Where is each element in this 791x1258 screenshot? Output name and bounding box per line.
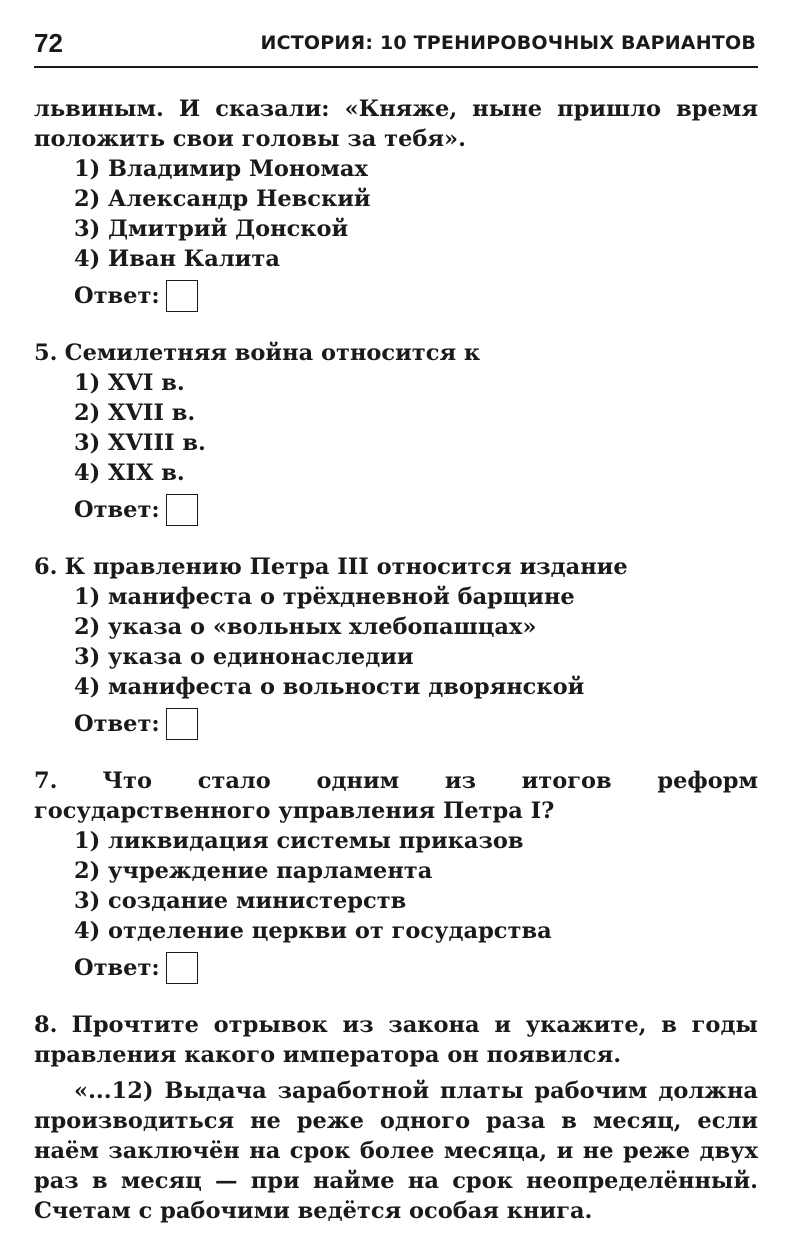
option[interactable]: 4) XIX в.	[74, 460, 185, 486]
answer-row-6	[74, 704, 758, 744]
option[interactable]: 2) Александр Невский	[74, 186, 371, 212]
option[interactable]: 1) Владимир Мономах	[74, 156, 368, 182]
question-text: К правлению Петра III относится издание	[64, 554, 628, 580]
law-excerpt: «...12) Выдача заработной платы рабочим должна производиться не реже одного раза в месяц, если наём заключён на срок более месяца, и не реже двух раз в месяц — при найме на срок неопределённый. Счетам с рабочими ведётся особая книга.	[34, 1078, 758, 1224]
answer-row-5	[74, 490, 758, 530]
answer-label: Ответ:	[74, 497, 160, 523]
question-7-options	[34, 826, 758, 946]
question-4-options	[34, 154, 758, 274]
running-title: ИСТОРИЯ: 10 ТРЕНИРОВОЧНЫХ ВАРИАНТОВ	[260, 32, 756, 54]
question-number: 6.	[34, 554, 58, 580]
option[interactable]: 4) Иван Калита	[74, 246, 280, 272]
answer-box[interactable]	[166, 952, 198, 984]
option[interactable]: 2) указа о «вольных хлебопашцах»	[74, 614, 537, 640]
question-number: 5.	[34, 340, 58, 366]
answer-label: Ответ:	[74, 711, 160, 737]
option[interactable]: 4) манифеста о вольности дворянской	[74, 674, 585, 700]
question-4-continuation: львиным. И сказали: «Княже, ныне пришло время положить свои головы за тебя».	[34, 96, 758, 152]
option[interactable]: 1) XVI в.	[74, 370, 185, 396]
question-text: Что стало одним из итогов реформ государственного управления Петра I?	[34, 768, 758, 824]
option[interactable]: 3) создание министерств	[74, 888, 407, 914]
question-number: 8.	[34, 1012, 58, 1038]
answer-box[interactable]	[166, 708, 198, 740]
answer-label: Ответ:	[74, 283, 160, 309]
option[interactable]: 3) Дмитрий Донской	[74, 216, 349, 242]
question-number: 7.	[34, 768, 58, 794]
page-number: 72	[34, 28, 63, 58]
question-6	[34, 552, 758, 582]
page-header	[34, 26, 758, 68]
option[interactable]: 2) XVII в.	[74, 400, 196, 426]
option[interactable]: 1) ликвидация системы приказов	[74, 828, 524, 854]
question-7	[34, 766, 758, 826]
option[interactable]: 2) учреждение парламента	[74, 858, 433, 884]
answer-row-4	[74, 276, 758, 316]
question-5-options	[34, 368, 758, 488]
question-5	[34, 338, 758, 368]
question-6-options	[34, 582, 758, 702]
option[interactable]: 3) XVIII в.	[74, 430, 206, 456]
answer-label: Ответ:	[74, 955, 160, 981]
option[interactable]: 1) манифеста о трёхдневной барщине	[74, 584, 575, 610]
answer-row-7	[74, 948, 758, 988]
page-content	[34, 94, 758, 1226]
option[interactable]: 3) указа о единонаследии	[74, 644, 414, 670]
option[interactable]: 4) отделение церкви от государства	[74, 918, 552, 944]
question-text: Прочтите отрывок из закона и укажите, в годы правления какого императора он появился.	[34, 1012, 758, 1068]
question-8	[34, 1010, 758, 1070]
answer-box[interactable]	[166, 280, 198, 312]
question-text: Семилетняя война относится к	[64, 340, 481, 366]
answer-box[interactable]	[166, 494, 198, 526]
